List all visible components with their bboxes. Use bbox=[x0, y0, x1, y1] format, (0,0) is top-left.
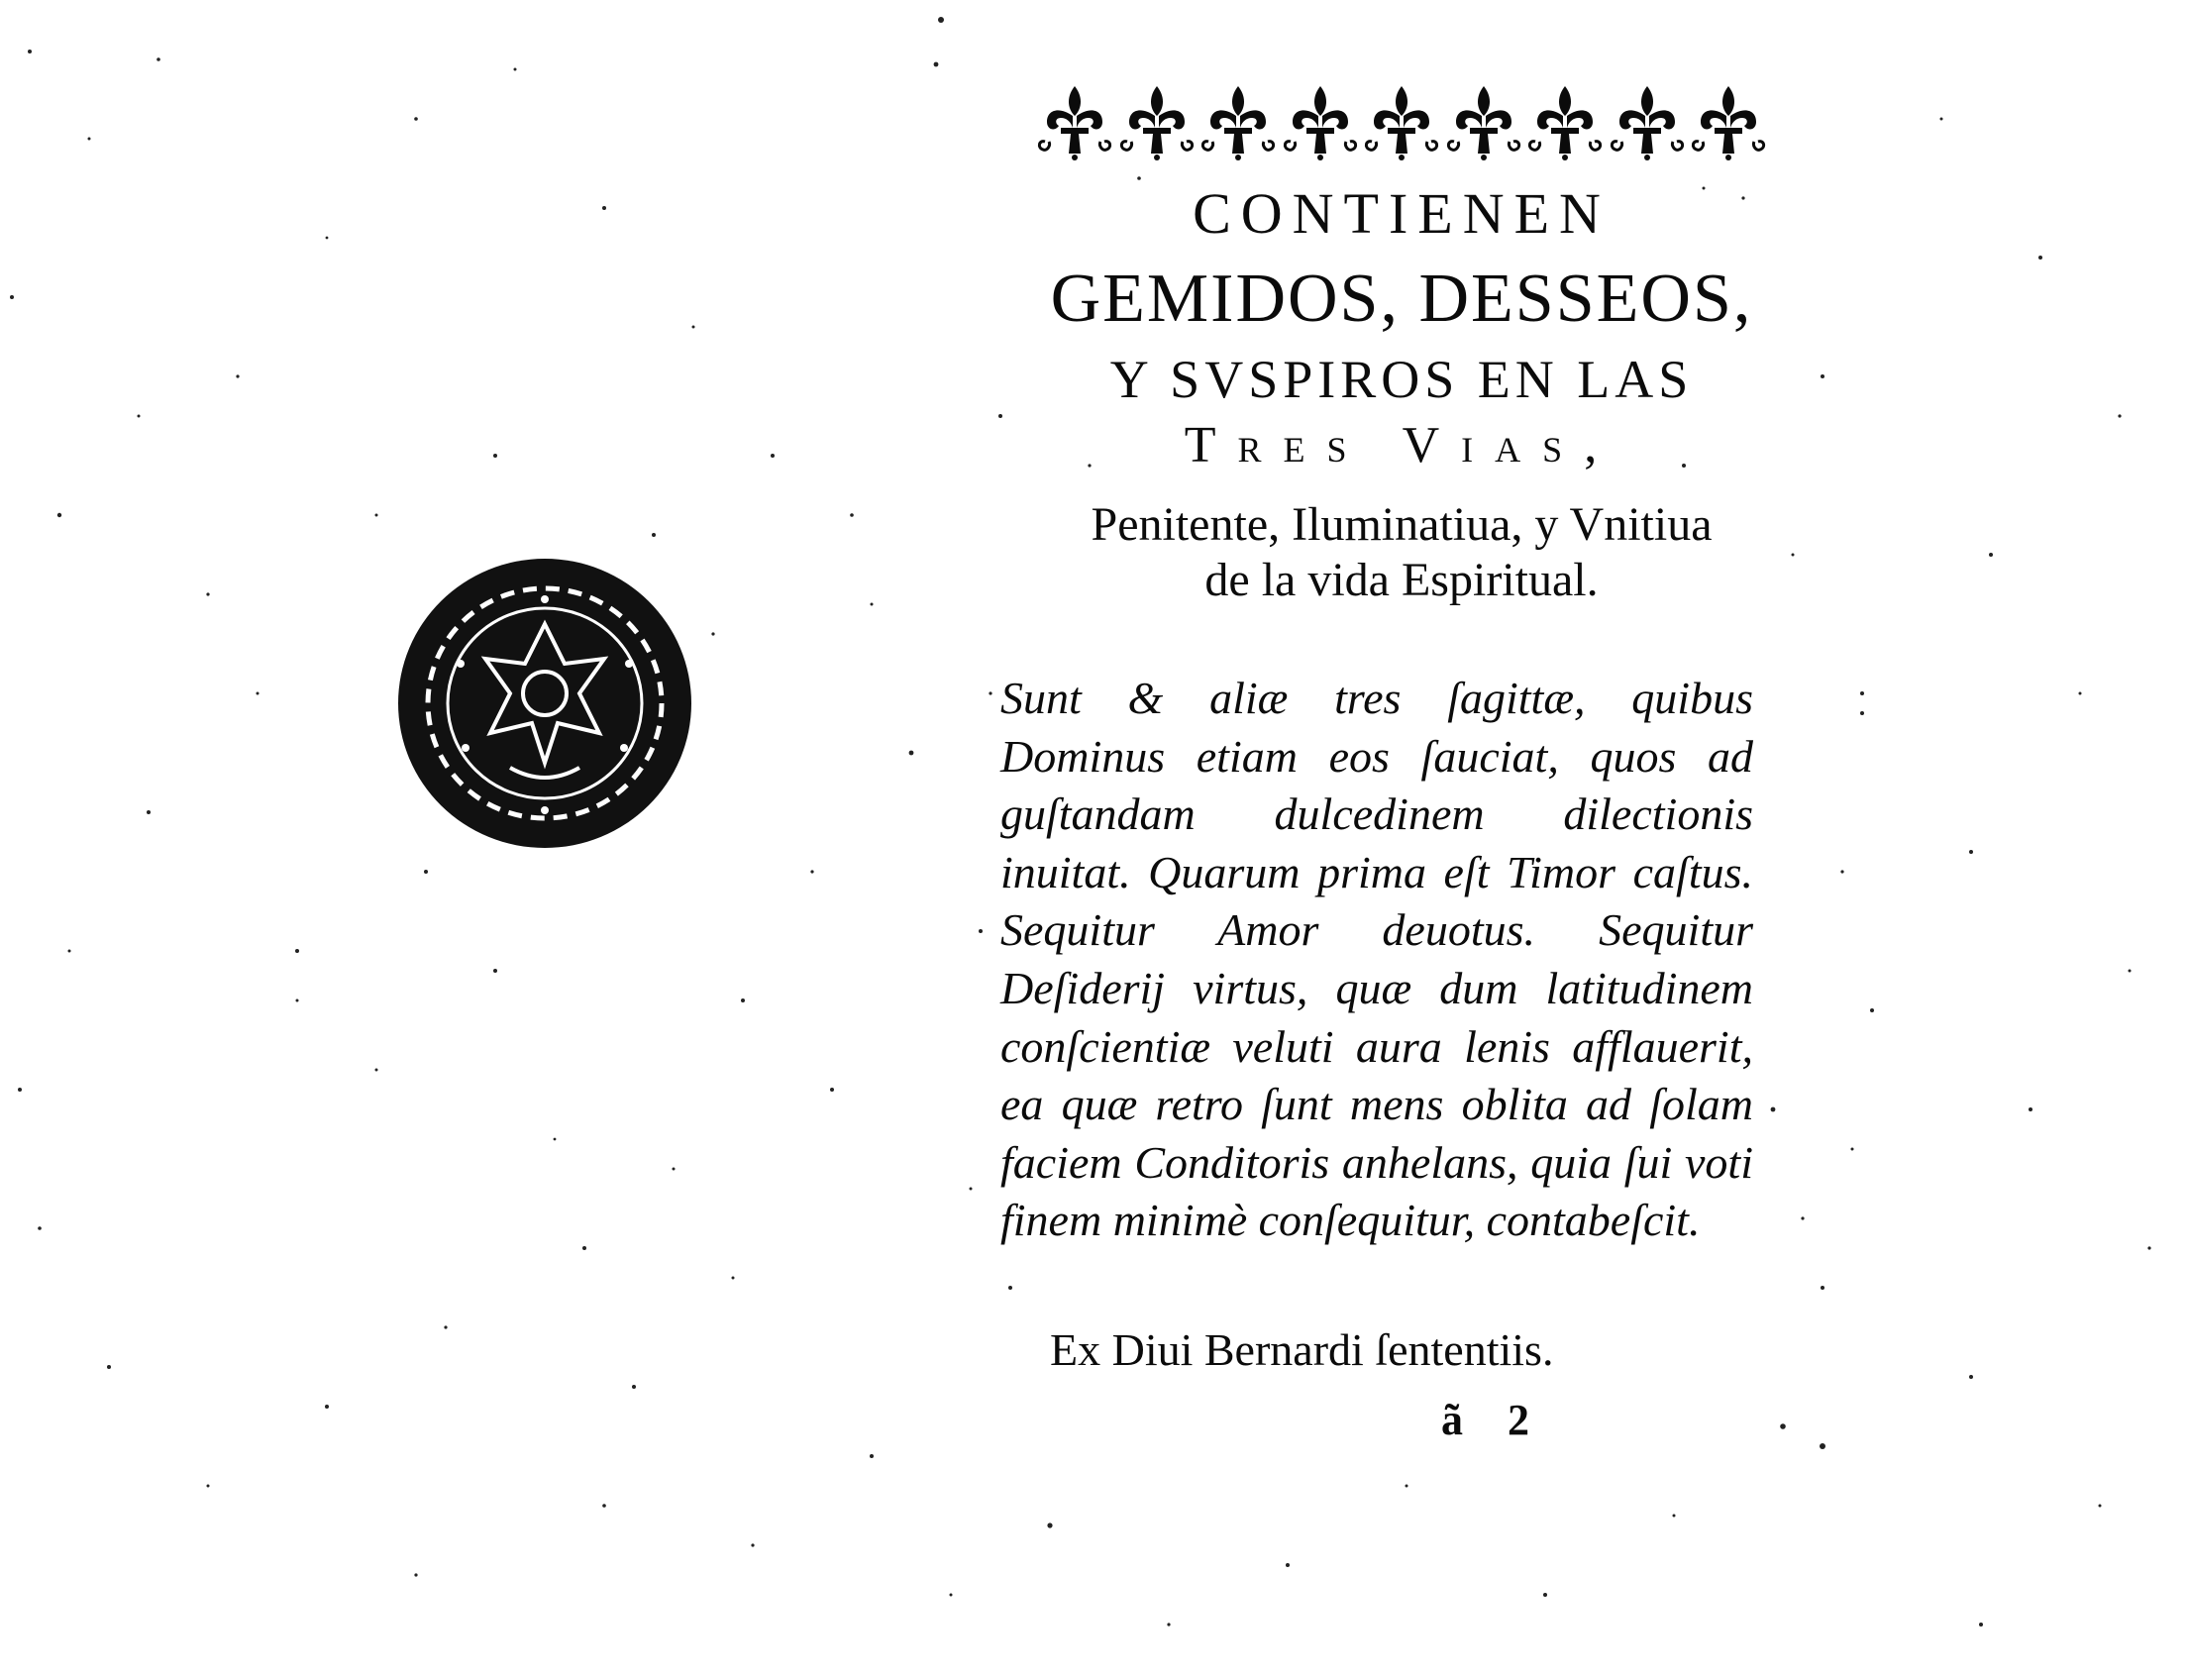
title-line-2: GEMIDOS, DESSEOS, bbox=[1050, 261, 1753, 337]
fleur-de-lis-icon bbox=[1035, 82, 1114, 161]
fleur-de-lis-icon bbox=[1444, 82, 1523, 161]
title-line-5: Penitente, Iluminatiua, y Vnitiua bbox=[1091, 498, 1713, 551]
fleur-de-lis-icon bbox=[1198, 82, 1278, 161]
fleur-de-lis-icon bbox=[1689, 82, 1768, 161]
quote-attribution: Ex Diui Bernardi ſententiis. bbox=[1050, 1324, 1554, 1375]
fleur-de-lis-icon bbox=[1525, 82, 1605, 161]
title-line-1: CONTIENEN bbox=[1193, 181, 1611, 246]
title-line-4: Tres Vias, bbox=[1184, 417, 1619, 473]
fleur-de-lis-icon bbox=[1117, 82, 1197, 161]
fleuron-ornament-band bbox=[1035, 77, 1768, 166]
signature-mark: ã 2 bbox=[1441, 1396, 1529, 1444]
title-line-6: de la vida Espiritual. bbox=[1204, 554, 1599, 606]
fleur-de-lis-icon bbox=[1608, 82, 1687, 161]
fleur-de-lis-icon bbox=[1362, 82, 1441, 161]
latin-quotation: Sunt & aliæ tres ſagittæ, quibus Dominus etiam eos ſauciat, quos ad guſtandam dulcedinem dilectionis inuitat. Quarum prima eſt Timor caſtus. Sequitur Amor deuotus. Sequitur Deſiderij virtus, quæ dum latitudinem conſcientiæ veluti aura lenis afflauerit, ea quæ retro ſunt mens oblita ad ſolam faciem Conditoris anhelans, quia ſui voti finem minimè conſequitur, contabeſcit. bbox=[1000, 673, 1753, 1246]
fleur-de-lis-icon bbox=[1281, 82, 1360, 161]
title-line-3: Y SVSPIROS EN LAS bbox=[1109, 350, 1694, 409]
library-seal-icon bbox=[391, 555, 698, 852]
